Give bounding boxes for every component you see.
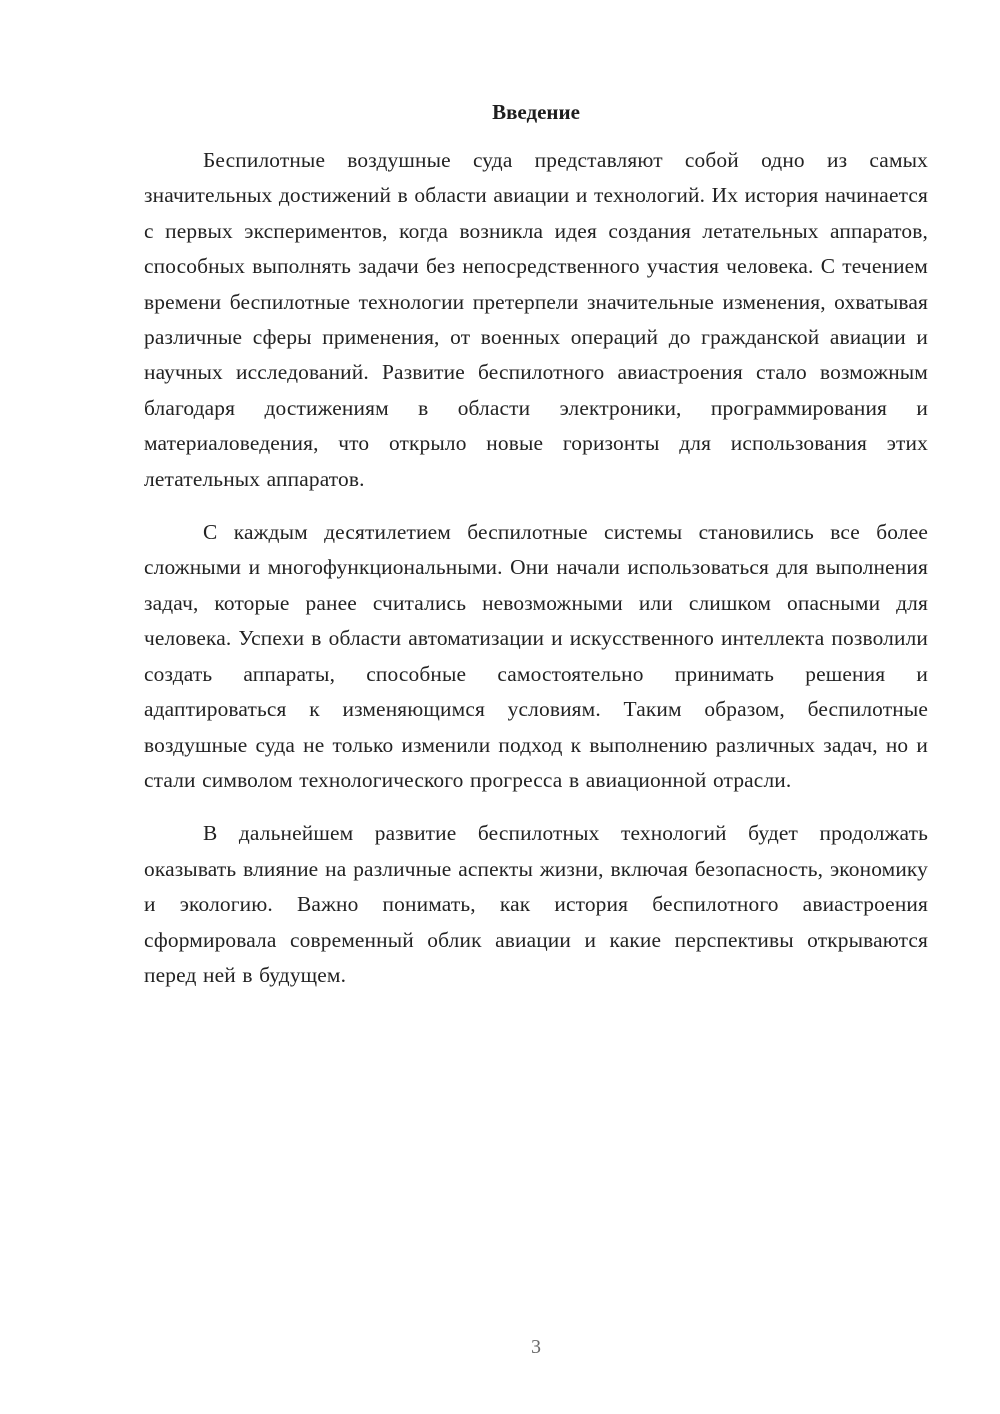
body-text	[144, 143, 928, 1011]
page-number: 3	[531, 1336, 541, 1358]
paragraph-3: В дальнейшем развитие беспилотных технологий будет продолжать оказывать влияние на различные аспекты жизни, включая безопасность, экономику и экологию. Важно понимать, как история беспилотного авиастроения сформировала современный облик авиации и какие перспективы открываются перед ней в будущем.	[144, 821, 928, 987]
paragraph-1: Беспилотные воздушные суда представляют собой одно из самых значительных достижений в области авиации и технологий. Их история начинается с первых экспериментов, когда возникла идея создания летательных аппаратов, способных выполнять задачи без непосредственного участия человека. С течением времени беспилотные технологии претерпели значительные изменения, охватывая различные сферы применения, от военных операций до гражданской авиации и научных исследований. Развитие беспилотного авиастроения стало возможным благодаря достижениям в области электроники, программирования и материаловедения, что открыло новые горизонты для использования этих летательных аппаратов.	[144, 148, 928, 491]
paragraph-2: С каждым десятилетием беспилотные системы становились все более сложными и многофункциональными. Они начали использоваться для выполнения задач, которые ранее считались невозможными или слишком опасными для человека. Успехи в области автоматизации и искусственного интеллекта позволили создать аппараты, способные самостоятельно принимать решения и адаптироваться к изменяющимся условиям. Таким образом, беспилотные воздушные суда не только изменили подход к выполнению различных задач, но и стали символом технологического прогресса в авиационной отрасли.	[144, 520, 928, 792]
page-title: Введение	[492, 100, 580, 124]
